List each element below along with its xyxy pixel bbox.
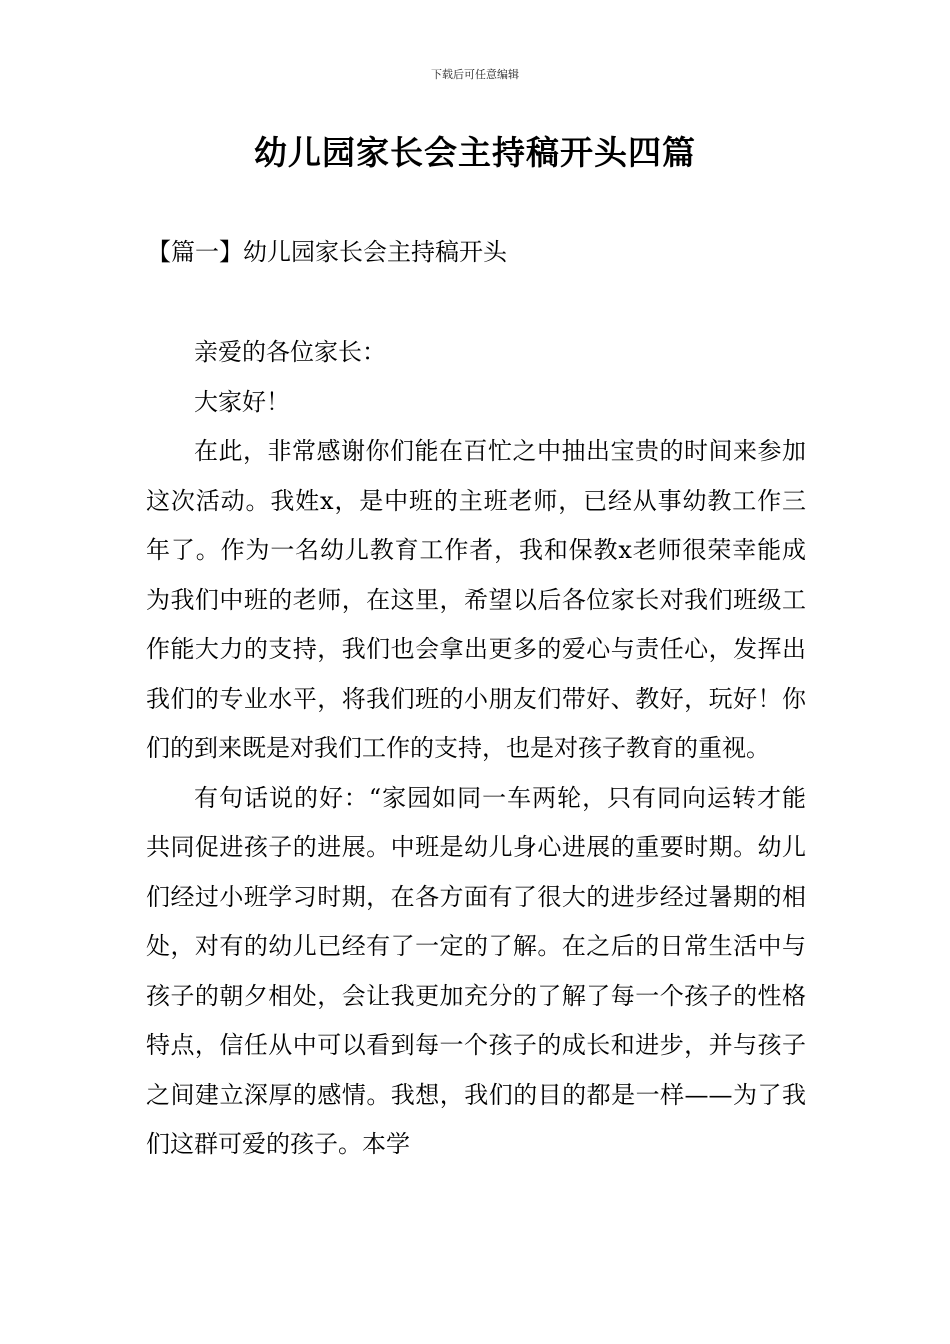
paragraph-cooperation: 有句话说的好：“家园如同一车两轮，只有同向运转才能共同促进孩子的进展。中班是幼儿身心进展的重要时期。幼儿们经过小班学习时期，在各方面有了很大的进步经过暑期的相处，对有的幼儿已经有了一定的了解。在之后的日常生活中与孩子的朝夕相处，会让我更加充分的了解了每一个孩子的性格特点，信任从中可以看到每一个孩子的成长和进步，并与孩子之间建立深厚的感情。我想，我们的目的都是一样——为了我们这群可爱的孩子。本学 <box>146 783 806 1158</box>
paragraph-hello: 大家好！ <box>194 387 290 416</box>
document-title: 幼儿园家长会主持稿开头四篇 <box>254 133 696 172</box>
header-note: 下载后可任意编辑 <box>431 68 519 81</box>
paragraph-greeting: 亲爱的各位家长： <box>194 338 386 366</box>
section-heading: 【篇一】幼儿园家长会主持稿开头 <box>147 238 507 266</box>
paragraph-introduction: 在此，非常感谢你们能在百忙之中抽出宝贵的时间来参加这次活动。我姓x，是中班的主班老师，已经从事幼教工作三年了。作为一名幼儿教育工作者，我和保教x老师很荣幸能成为我们中班的老师，在这里，希望以后各位家长对我们班级工作能大力的支持，我们也会拿出更多的爱心与责任心，发挥出我们的专业水平，将我们班的小朋友们带好、教好，玩好！你们的到来既是对我们工作的支持，也是对孩子教育的重视。 <box>146 437 806 762</box>
document-body <box>146 328 806 1170</box>
